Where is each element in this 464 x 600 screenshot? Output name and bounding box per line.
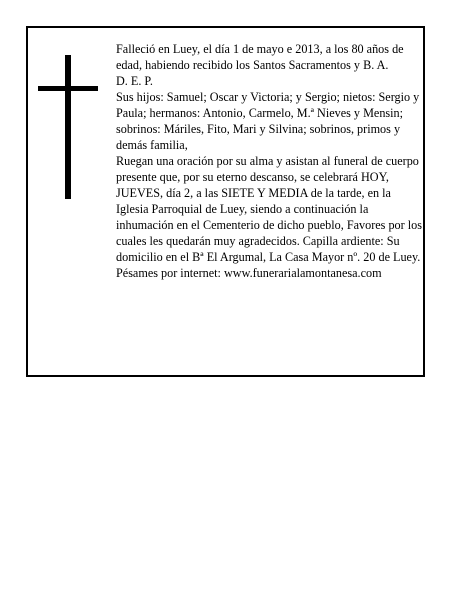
rip-line: D. E. P. (116, 74, 153, 88)
cross-vertical-bar (65, 55, 71, 199)
death-announcement: Falleció en Luey, el día 1 de mayo e 2013, a los 80 años de edad, habiendo recibido los Santos Sacramentos y B. A. (116, 42, 404, 72)
family-list: Sus hijos: Samuel; Oscar y Victoria; y Sergio; nietos: Sergio y Paula; hermanos: Antonio, Carmelo, M.ª Nieves y Mensin; sobrinos: Máriles, Fito, Mari y Silvina; sobrinos, primos y demás familia, (116, 90, 420, 152)
notice-text (116, 41, 422, 281)
condolences-website: Pésames por internet: www.funerarialamontanesa.com (116, 266, 382, 280)
latin-cross-icon (38, 55, 98, 199)
funeral-details: Ruegan una oración por su alma y asistan al funeral de cuerpo presente que, por su eterno descanso, se celebrará HOY, JUEVES, día 2, a las SIETE Y MEDIA de la tarde, en la Iglesia Parroquial de Luey, siendo a continuación la inhumación en el Cementerio de dicho pueblo, Favores por los cuales les quedarán muy agradecidos. Capilla ardiente: Su domicilio en el Bª El Argumal, La Casa Mayor nº. 20 de Luey. (116, 154, 422, 264)
cross-horizontal-bar (38, 86, 98, 91)
obituary-notice (26, 26, 425, 377)
